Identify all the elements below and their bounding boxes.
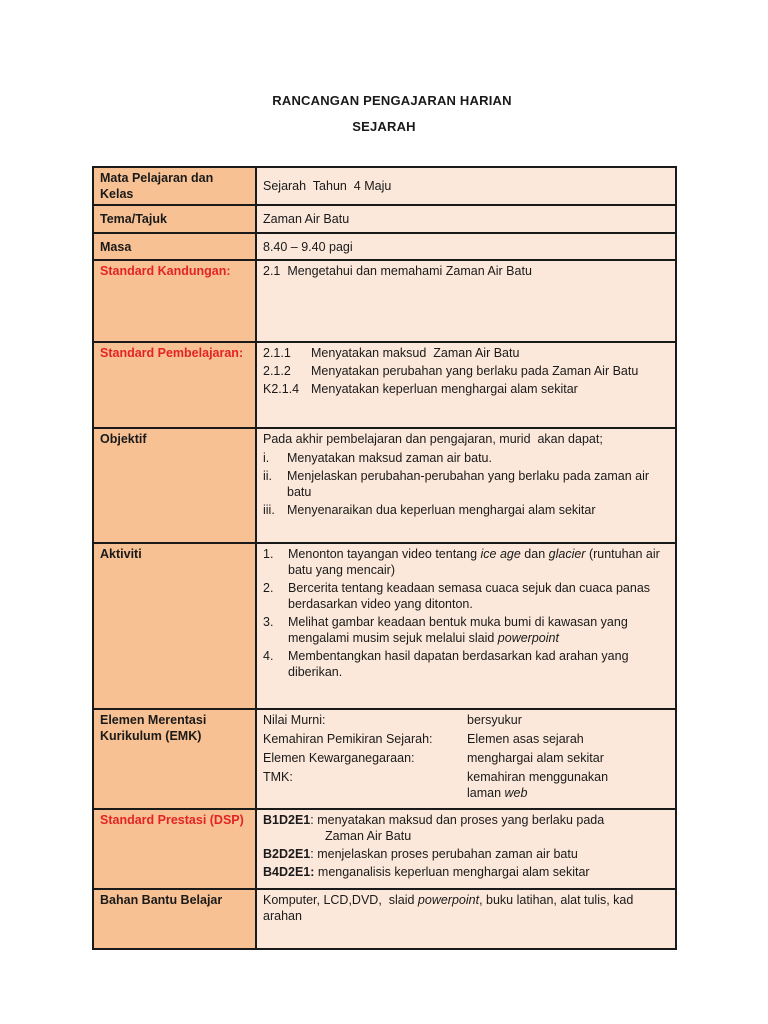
text-part: laman [467, 786, 505, 800]
item-marker: 1. [263, 547, 274, 561]
dsp-code: B4D2E1: [263, 865, 315, 879]
emk-value: Elemen asas sejarah [467, 732, 584, 746]
value-learning-standard [256, 342, 676, 428]
emk-key: Kemahiran Pemikiran Sejarah: [263, 732, 433, 746]
value-content-standard [256, 260, 676, 342]
row-content-standard [93, 260, 676, 342]
label-objective: Objektif [93, 428, 256, 543]
item-text: Menyenaraikan dua keperluan menghargai alam sekitar [287, 503, 596, 517]
label-content-standard: Standard Kandungan: [93, 260, 256, 342]
dsp-text: menganalisis keperluan menghargai alam sekitar [317, 865, 590, 879]
item-code: 2.1.2 [263, 364, 291, 378]
item-text: Menyatakan maksud zaman air batu. [287, 451, 492, 465]
row-time [93, 233, 676, 260]
learning-standard-item [263, 381, 670, 397]
document-subtitle: SEJARAH [352, 119, 416, 134]
value-objective [256, 428, 676, 543]
text-em: powerpoint [497, 631, 559, 645]
text-part: dan [520, 547, 549, 561]
text-em: powerpoint [417, 893, 480, 907]
learning-standard-item [263, 345, 670, 361]
emk-key: Nilai Murni: [263, 713, 326, 727]
label-time: Masa [93, 233, 256, 260]
item-code: 2.1.1 [263, 346, 291, 360]
item-marker: 4. [263, 649, 274, 663]
item-marker: i. [263, 451, 270, 465]
text-em: web [504, 786, 528, 800]
row-emk [93, 709, 676, 809]
emk-value: bersyukur [467, 713, 522, 727]
row-subject [93, 167, 676, 205]
text-part: (runtuhan air batu yang mencair) [288, 547, 660, 577]
row-objective [93, 428, 676, 543]
value-teaching-aids [256, 889, 676, 949]
subject-text: Sejarah Tahun 4 Maju [263, 179, 392, 193]
text-part: : [310, 813, 318, 827]
item-text: Menyatakan perubahan yang berlaku pada Zaman Air Batu [311, 364, 639, 378]
item-marker: 3. [263, 615, 274, 629]
emk-key: TMK: [263, 770, 293, 784]
dsp-item [263, 846, 670, 862]
emk-value [467, 769, 608, 801]
emk-item [263, 712, 670, 728]
dsp-item [263, 864, 670, 880]
item-text [288, 614, 670, 646]
item-text: Bercerita tentang keadaan semasa cuaca sejuk dan cuaca panas berdasarkan video yang ditonton. [288, 581, 651, 611]
value-subject [256, 167, 676, 205]
label-emk: Elemen Merentasi Kurikulum (EMK) [93, 709, 256, 809]
label-learning-standard: Standard Pembelajaran: [93, 342, 256, 428]
row-performance-standard [93, 809, 676, 889]
activity-item [263, 614, 670, 646]
label-activities: Aktiviti [93, 543, 256, 709]
activity-item [263, 580, 670, 612]
dsp-text-cont: Zaman Air Batu [325, 829, 412, 843]
text-part: , buku latihan, alat tulis, kad arahan [263, 893, 634, 923]
item-marker: iii. [263, 503, 275, 517]
emk-value: menghargai alam sekitar [467, 751, 604, 765]
label-theme: Tema/Tajuk [93, 205, 256, 233]
document-title: RANCANGAN PENGAJARAN HARIAN [272, 93, 512, 108]
emk-item [263, 769, 670, 801]
objective-item [263, 450, 670, 466]
item-code: K2.1.4 [263, 382, 300, 396]
item-text: Menyatakan keperluan menghargai alam sekitar [311, 382, 578, 396]
value-time: 8.40 – 9.40 pagi [256, 233, 676, 260]
value-activities [256, 543, 676, 709]
label-subject: Mata Pelajaran dan Kelas [93, 167, 256, 205]
objective-item [263, 468, 670, 500]
objective-intro: Pada akhir pembelajaran dan pengajaran, murid akan dapat; [263, 432, 603, 446]
label-performance-standard: Standard Prestasi (DSP) [93, 809, 256, 889]
row-learning-standard [93, 342, 676, 428]
text-em: glacier [548, 547, 586, 561]
emk-item [263, 750, 670, 766]
value-emk [256, 709, 676, 809]
dsp-code: B2D2E1 [263, 847, 311, 861]
row-activities [93, 543, 676, 709]
emk-item [263, 731, 670, 747]
row-teaching-aids [93, 889, 676, 949]
text-part: kemahiran menggunakan [467, 770, 609, 784]
text-part: Melihat gambar keadaan bentuk muka bumi di kawasan yang mengalami musim sejuk melalui slaid [288, 615, 628, 645]
text-part: : [310, 847, 318, 861]
learning-standard-item [263, 363, 670, 379]
value-theme: Zaman Air Batu [256, 205, 676, 233]
content-standard-text: 2.1 Mengetahui dan memahami Zaman Air Batu [263, 264, 532, 278]
item-marker: ii. [263, 469, 273, 483]
dsp-code: B1D2E1 [263, 813, 311, 827]
objective-item [263, 502, 670, 518]
activity-item [263, 546, 670, 578]
text-em: ice age [480, 547, 521, 561]
dsp-text: menjelaskan proses perubahan zaman air batu [317, 847, 578, 861]
emk-key: Elemen Kewarganegaraan: [263, 751, 415, 765]
item-text: Menjelaskan perubahan-perubahan yang berlaku pada zaman air batu [287, 469, 650, 499]
text-part: Komputer, LCD,DVD, slaid [263, 893, 418, 907]
text-part: Menonton tayangan video tentang [288, 547, 481, 561]
item-marker: 2. [263, 581, 274, 595]
item-text: Membentangkan hasil dapatan berdasarkan kad arahan yang diberikan. [288, 649, 629, 679]
item-text: Menyatakan maksud Zaman Air Batu [311, 346, 520, 360]
value-performance-standard [256, 809, 676, 889]
dsp-item [263, 812, 670, 844]
label-teaching-aids: Bahan Bantu Belajar [93, 889, 256, 949]
row-theme [93, 205, 676, 233]
dsp-text: menyatakan maksud dan proses yang berlaku pada [317, 813, 605, 827]
activity-item [263, 648, 670, 680]
item-text [288, 546, 670, 578]
lesson-plan-table [92, 166, 677, 950]
